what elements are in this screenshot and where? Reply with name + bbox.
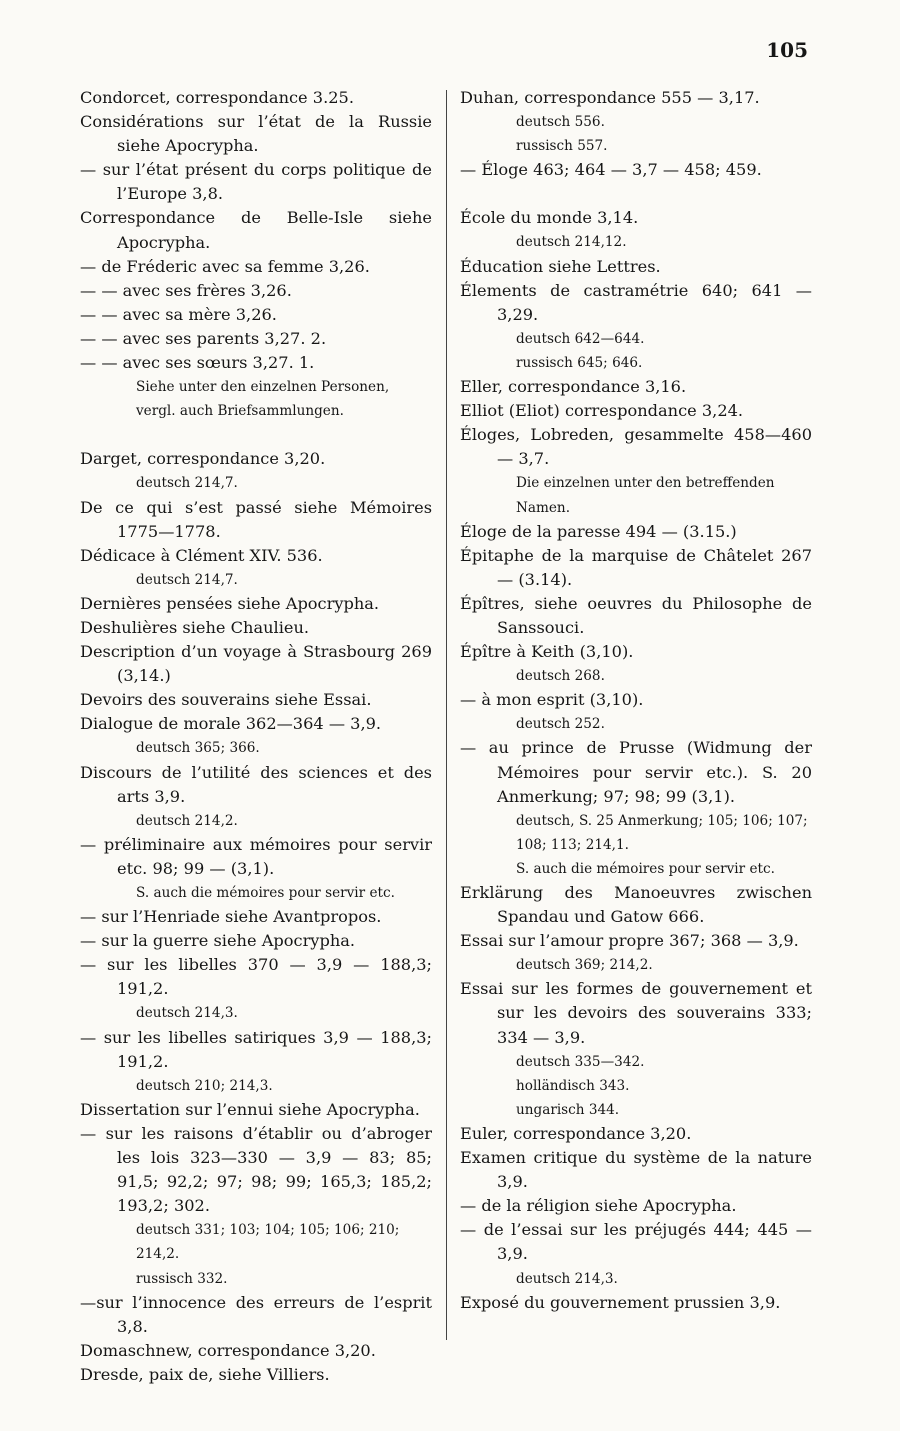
index-entry: Épître à Keith (3,10). bbox=[460, 642, 634, 662]
index-subnote: deutsch 252. bbox=[516, 716, 605, 733]
index-entry: — sur l’Henriade siehe Avantpropos. bbox=[80, 907, 382, 927]
index-entry: Exposé du gouvernement prussien 3,9. bbox=[460, 1292, 781, 1312]
index-subnote: deutsch 214,2. bbox=[136, 812, 238, 829]
index-subnote: deutsch 214,7. bbox=[136, 475, 238, 492]
index-entry: Essai sur les formes de gouvernement et sur les devoirs des souverains 333; 334 — 3,9. bbox=[460, 979, 812, 1047]
index-entry: —sur l’innocence des erreurs de l’esprit 3,8. bbox=[80, 1292, 432, 1336]
index-entry: Eller, correspondance 3,16. bbox=[460, 377, 687, 397]
index-entry: Erklärung des Manoeuvres zwischen Spandau und Gatow 666. bbox=[460, 883, 812, 927]
index-subnote: russisch 645; 646. bbox=[516, 354, 643, 371]
index-entry: Euler, correspondance 3,20. bbox=[460, 1123, 692, 1143]
index-entry: Épîtres, siehe oeuvres du Philosophe de Sanssouci. bbox=[460, 593, 812, 637]
index-subnote: deutsch 210; 214,3. bbox=[136, 1077, 273, 1094]
index-entry: De ce qui s’est passé siehe Mémoires 1775—1778. bbox=[80, 497, 432, 541]
index-column-left bbox=[80, 86, 432, 1387]
index-subnote: ungarisch 344. bbox=[516, 1101, 620, 1118]
index-subnote: S. auch die mémoires pour servir etc. bbox=[516, 860, 775, 877]
index-entry: Deshulières siehe Chaulieu. bbox=[80, 617, 310, 637]
index-entry: — préliminaire aux mémoires pour servir etc. 98; 99 — (3,1). bbox=[80, 834, 432, 878]
index-entry: Condorcet, correspondance 3.25. bbox=[80, 88, 354, 107]
index-column-right bbox=[460, 86, 812, 1315]
index-entry: Domaschnew, correspondance 3,20. bbox=[80, 1340, 376, 1360]
index-entry: Dédicace à Clément XIV. 536. bbox=[80, 545, 323, 565]
index-entry: — sur les raisons d’établir ou d’abroger les lois 323—330 — 3,9 — 83; 85; 91,5; 92,2; 97; 98; 99; 165,3; 185,2; 193,2; 302. bbox=[80, 1123, 432, 1216]
index-entry: — sur les libelles 370 — 3,9 — 188,3; 191,2. bbox=[80, 955, 432, 999]
index-subnote: deutsch 214,12. bbox=[516, 234, 627, 251]
index-entry: Discours de l’utilité des sciences et des arts 3,9. bbox=[80, 762, 432, 806]
index-entry: Description d’un voyage à Strasbourg 269 (3,14.) bbox=[80, 642, 432, 686]
index-entry: Devoirs des souverains siehe Essai. bbox=[80, 690, 372, 710]
index-entry: Éducation siehe Lettres. bbox=[460, 256, 661, 276]
index-entry: Dresde, paix de, siehe Villiers. bbox=[80, 1364, 330, 1384]
index-subnote: deutsch 268. bbox=[516, 668, 605, 685]
index-entry: — de Fréderic avec sa femme 3,26. bbox=[80, 256, 370, 276]
index-entry: École du monde 3,14. bbox=[460, 208, 639, 228]
index-subnote: deutsch 365; 366. bbox=[136, 740, 260, 757]
index-subnote: deutsch 331; 103; 104; 105; 106; 210; 214,2. bbox=[136, 1222, 400, 1263]
index-entry: Éloges, Lobreden, gesammelte 458—460 — 3,7. bbox=[460, 425, 812, 469]
index-entry: Élements de castramétrie 640; 641 — 3,29. bbox=[460, 280, 812, 324]
index-subnote: Siehe unter den einzelnen Personen, vergl. auch Briefsammlungen. bbox=[136, 379, 390, 420]
index-subnote: deutsch 369; 214,2. bbox=[516, 957, 653, 974]
index-entry: Dialogue de morale 362—364 — 3,9. bbox=[80, 714, 382, 734]
index-entry: — — avec ses parents 3,27. 2. bbox=[80, 328, 327, 348]
index-entry: — sur la guerre siehe Apocrypha. bbox=[80, 931, 356, 951]
index-subnote: holländisch 343. bbox=[516, 1077, 630, 1094]
index-entry: Darget, correspondance 3,20. bbox=[80, 449, 326, 469]
index-entry: — sur les libelles satiriques 3,9 — 188,3; 191,2. bbox=[80, 1027, 432, 1071]
index-subnote: S. auch die mémoires pour servir etc. bbox=[136, 885, 395, 901]
index-entry: Duhan, correspondance 555 — 3,17. bbox=[460, 88, 760, 107]
index-subnote: Die einzelnen unter den betreffenden Namen. bbox=[516, 475, 775, 516]
index-subnote: russisch 332. bbox=[136, 1270, 228, 1287]
index-entry: — — avec ses frères 3,26. bbox=[80, 280, 292, 300]
index-subnote: deutsch 642—644. bbox=[516, 330, 645, 347]
index-subnote: deutsch 214,7. bbox=[136, 571, 238, 588]
index-entry: Dernières pensées siehe Apocrypha. bbox=[80, 593, 380, 613]
index-entry: Essai sur l’amour propre 367; 368 — 3,9. bbox=[460, 931, 799, 951]
index-entry: — — avec ses sœurs 3,27. 1. bbox=[80, 353, 315, 373]
index-entry: — Éloge 463; 464 — 3,7 — 458; 459. bbox=[460, 160, 762, 180]
index-entry: — sur l’état présent du corps politique de l’Europe 3,8. bbox=[80, 160, 432, 204]
index-entry: Considérations sur l’état de la Russie siehe Apocrypha. bbox=[80, 112, 432, 156]
index-entry: — à mon esprit (3,10). bbox=[460, 690, 644, 710]
index-subnote: russisch 557. bbox=[516, 138, 608, 155]
index-entry: — — avec sa mère 3,26. bbox=[80, 304, 277, 324]
index-entry: Correspondance de Belle-Isle siehe Apocrypha. bbox=[80, 208, 432, 252]
index-entry: — de l’essai sur les préjugés 444; 445 — 3,9. bbox=[460, 1220, 812, 1264]
index-entry: Épitaphe de la marquise de Châtelet 267 — (3.14). bbox=[460, 545, 812, 589]
index-entry: Éloge de la paresse 494 — (3.15.) bbox=[460, 521, 737, 541]
column-divider bbox=[446, 90, 447, 1340]
index-entry: — de la réligion siehe Apocrypha. bbox=[460, 1196, 737, 1216]
index-entry: Elliot (Eliot) correspondance 3,24. bbox=[460, 401, 744, 421]
page-number: 105 bbox=[766, 38, 808, 62]
index-subnote: deutsch, S. 25 Anmerkung; 105; 106; 107; 108; 113; 214,1. bbox=[516, 812, 808, 853]
index-entry: Dissertation sur l’ennui siehe Apocrypha. bbox=[80, 1099, 420, 1119]
index-subnote: deutsch 556. bbox=[516, 114, 605, 131]
index-subnote: deutsch 214,3. bbox=[516, 1270, 618, 1287]
index-entry: Examen critique du système de la nature 3,9. bbox=[460, 1148, 812, 1192]
index-entry: — au prince de Prusse (Widmung der Mémoires pour servir etc.). S. 20 Anmerkung; 97; 98; 99 (3,1). bbox=[460, 738, 812, 806]
index-subnote: deutsch 214,3. bbox=[136, 1005, 238, 1022]
index-subnote: deutsch 335—342. bbox=[516, 1053, 645, 1070]
